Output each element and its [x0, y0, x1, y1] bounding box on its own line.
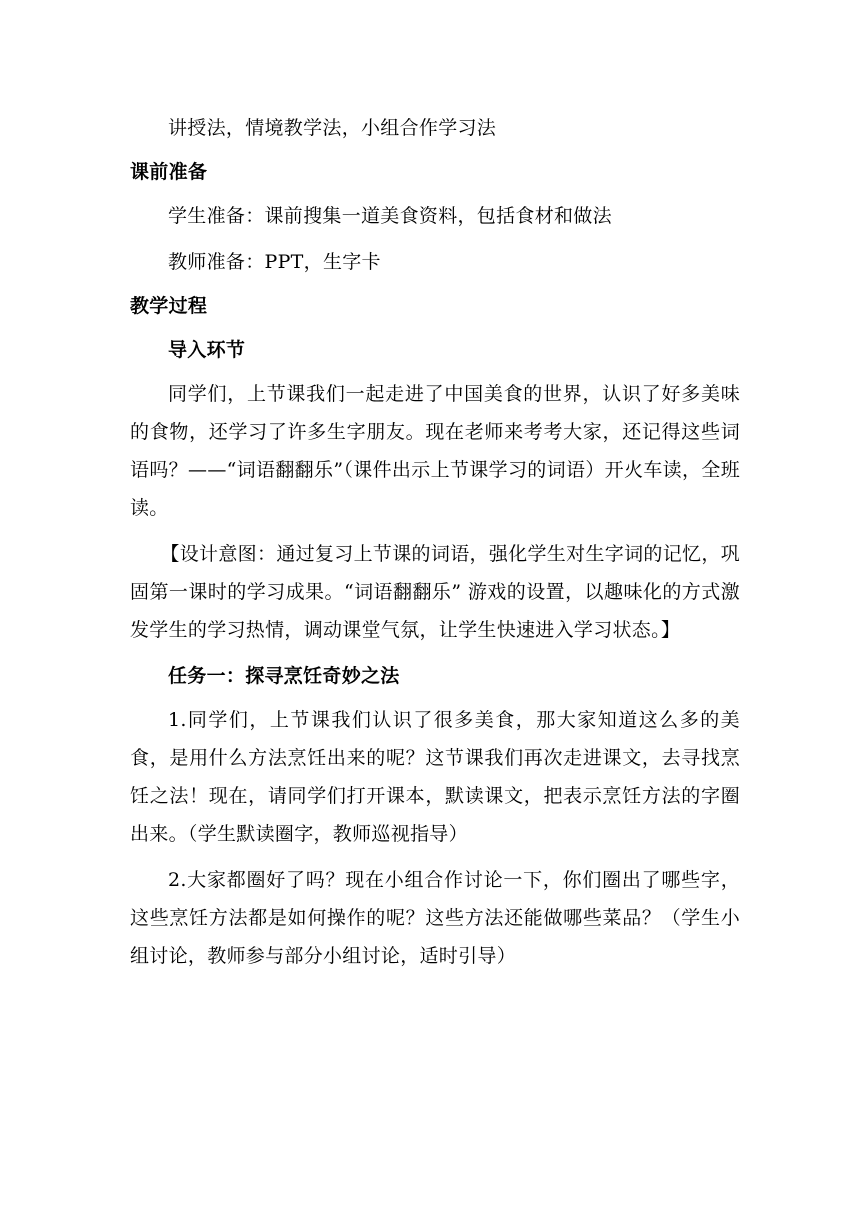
- teacher-prep-text: 教师准备：PPT，生字卡: [168, 251, 381, 273]
- task1-step2-paragraph: 2.大家都圈好了吗？现在小组合作讨论一下，你们圈出了哪些字，这些烹饪方法都是如何操作的呢？这些方法还能做哪些菜品？（学生小组讨论，教师参与部分小组讨论，适时引导）: [130, 869, 740, 967]
- teaching-methods-text: 讲授法，情境教学法，小组合作学习法: [168, 117, 497, 139]
- design-intent-note: 【设计意图：通过复习上节课的词语，强化学生对生字词的记忆，巩固第一课时的学习成果。“词语翻翻乐” 游戏的设置，以趣味化的方式激发学生的学习热情，调动课堂气氛，让学生快速进入学习状态。】: [130, 543, 740, 641]
- intro-heading: 导入环节: [168, 339, 246, 361]
- task1-heading: 任务一：探寻烹饪奇妙之法: [168, 665, 400, 687]
- student-prep-text: 学生准备：课前搜集一道美食资料，包括食材和做法: [168, 205, 612, 227]
- process-heading: 教学过程: [130, 295, 208, 317]
- task1-step1-paragraph: 1.同学们，上节课我们认识了很多美食，那大家知道这么多的美食，是用什么方法烹饪出来的呢？这节课我们再次走进课文，去寻找烹饪之法！现在，请同学们打开课本，默读课文，把表示烹饪方法的字圈出来。（学生默读圈字，教师巡视指导）: [130, 709, 740, 845]
- intro-paragraph: 同学们，上节课我们一起走进了中国美食的世界，认识了好多美味的食物，还学习了许多生字朋友。现在老师来考考大家，还记得这些词语吗？——“词语翻翻乐”（课件出示上节课学习的词语）开火车读，全班读。: [130, 383, 740, 519]
- prep-heading: 课前准备: [130, 161, 208, 183]
- document-body: [130, 109, 740, 975]
